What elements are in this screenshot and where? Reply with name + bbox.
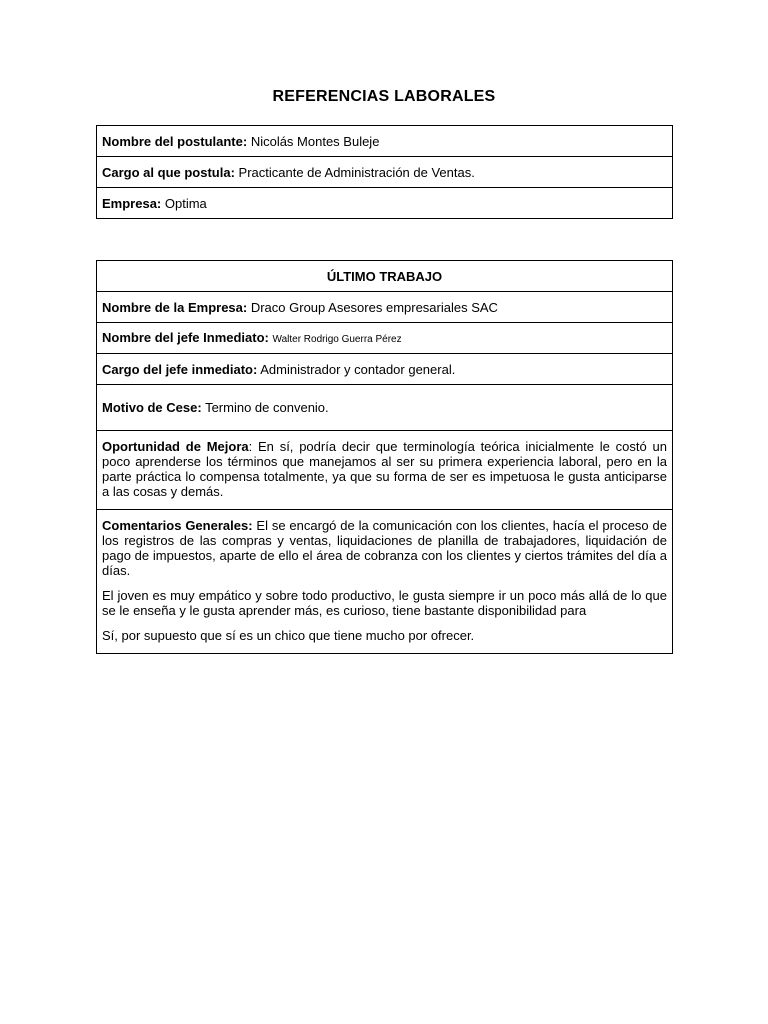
applicant-position-cell	[97, 157, 673, 188]
applicant-company-row	[97, 188, 673, 219]
last-job-leave-reason-row	[97, 385, 673, 431]
last-job-boss-value: Walter Rodrigo Guerra Pérez	[272, 333, 402, 345]
last-job-comments-value: El se encargó de la comunicación con los clientes, hacía el proceso de los registros de las compras y ventas, liquidaciones de planilla de trabajadores, liquidación de pago de impuestos, aparte de ello el área de cobranza con los clientes y ciertos trámites del día a días.	[102, 518, 667, 578]
last-job-boss-position-label: Cargo del jefe inmediato:	[102, 361, 258, 377]
applicant-position-label: Cargo al que postula:	[102, 164, 235, 180]
last-job-company-cell	[97, 292, 673, 323]
last-job-header-row	[97, 261, 673, 292]
comments-paragraph-2: El joven es muy empático y sobre todo productivo, le gusta siempre ir un poco más allá de lo que se le enseña y le gusta aprender más, es curioso, tiene bastante disponibilidad para	[102, 588, 667, 618]
last-job-leave-reason-cell	[97, 385, 673, 431]
last-job-comments-cell	[97, 510, 673, 654]
last-job-boss-cell	[97, 323, 673, 354]
last-job-improvement-value: : En sí, podría decir que terminología teórica inicialmente le costó un poco aprenderse los términos que manejamos al ser su primera experiencia laboral, pero en la parte práctica lo compensa totalmente, ya que su forma de ser es impetuosa le gusta anticiparse a las cosas y demás.	[102, 439, 667, 499]
applicant-company-label: Empresa:	[102, 195, 162, 211]
last-job-boss-position-row	[97, 354, 673, 385]
last-job-table	[96, 260, 673, 654]
last-job-boss-position-cell	[97, 354, 673, 385]
comments-paragraph-1	[102, 518, 667, 578]
applicant-position-value: Practicante de Administración de Ventas.	[238, 164, 475, 180]
applicant-name-label: Nombre del postulante:	[102, 133, 248, 149]
last-job-company-label: Nombre de la Empresa:	[102, 299, 248, 315]
last-job-improvement-label: Oportunidad de Mejora	[102, 439, 249, 454]
page-title: REFERENCIAS LABORALES	[272, 88, 496, 105]
last-job-comments-row	[97, 510, 673, 654]
applicant-company-cell	[97, 188, 673, 219]
applicant-info-table	[96, 125, 673, 219]
last-job-company-row	[97, 292, 673, 323]
last-job-boss-label: Nombre del jefe Inmediato:	[102, 329, 269, 345]
last-job-company-value: Draco Group Asesores empresariales SAC	[250, 299, 498, 315]
last-job-boss-row	[97, 323, 673, 354]
applicant-name-row	[97, 126, 673, 157]
last-job-improvement-cell	[97, 431, 673, 510]
last-job-header: ÚLTIMO TRABAJO	[97, 261, 673, 292]
applicant-company-value: Optima	[164, 195, 207, 211]
applicant-position-row	[97, 157, 673, 188]
last-job-leave-reason-label: Motivo de Cese:	[102, 400, 202, 415]
applicant-name-value: Nicolás Montes Buleje	[250, 133, 380, 149]
comments-paragraph-3: Sí, por supuesto que sí es un chico que tiene mucho por ofrecer.	[102, 628, 475, 643]
last-job-boss-position-value: Administrador y contador general.	[260, 361, 456, 377]
last-job-improvement-row	[97, 431, 673, 510]
last-job-leave-reason-value: Termino de convenio.	[205, 400, 329, 415]
last-job-comments-label: Comentarios Generales:	[102, 518, 253, 533]
applicant-name-cell	[97, 126, 673, 157]
